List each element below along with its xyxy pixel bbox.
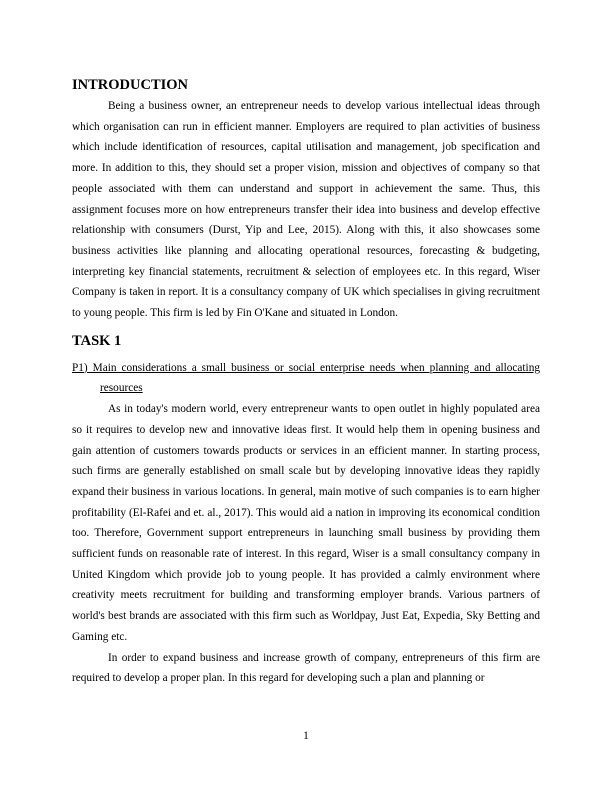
introduction-paragraph: Being a business owner, an entrepreneur needs to develop various intellectual ideas through which organisation can run in efficient manner. Employers are required to plan activities of business which include identification of resources, capital utilisation and management, job specification and more. In addition to this, they should set a proper vision, mission and objectives of company so that people associated with them can understand and support in achievement the same. Thus, this assignment focuses more on how entrepreneurs transfer their idea into business and develop effective relationship with consumers (Durst, Yip and Lee, 2015). Along with this, it also showcases some business activities like planning and allocating operational resources, forecasting & budgeting, interpreting key financial statements, recruitment & selection of employees etc. In this regard, Wiser Company is taken in report. It is a consultancy company of UK which specialises in giving recruitment to young people. This firm is led by Fin O'Kane and situated in London. (72, 100, 540, 320)
document-page (72, 76, 540, 689)
p1-paragraph-1: As in today's modern world, every entrepreneur wants to open outlet in highly populated area so it requires to develop new and innovative ideas first. It would help them in opening business and gain attention of customers towards products or services in an efficient manner. In starting process, such firms are generally established on small scale but by developing innovative ideas they rapidly expand their business in various locations. In general, main motive of such companies is to earn higher profitability (El-Rafei and et. al., 2017). This would aid a nation in improving its economical condition too. Therefore, Government support entrepreneurs in launching small business by providing them sufficient funds on reasonable rate of interest. In this regard, Wiser is a small consultancy company in United Kingdom which provide job to young people. It has provided a calmly environment where creativity meets recruitment for building and transforming employer brands. Various partners of world's best brands are associated with this firm such as Worldpay, Just Eat, Expedia, Sky Betting and Gaming etc. (72, 403, 540, 643)
page-number: 1 (303, 730, 309, 742)
task-1-heading: TASK 1 (72, 332, 122, 349)
p1-paragraph-2: In order to expand business and increase growth of company, entrepreneurs of this firm are required to develop a proper plan. In this regard for developing such a plan and planning or (72, 651, 540, 685)
p1-subheading: P1) Main considerations a small business or social enterprise needs when planning and allocating resources (72, 361, 540, 395)
introduction-heading: INTRODUCTION (72, 77, 189, 93)
